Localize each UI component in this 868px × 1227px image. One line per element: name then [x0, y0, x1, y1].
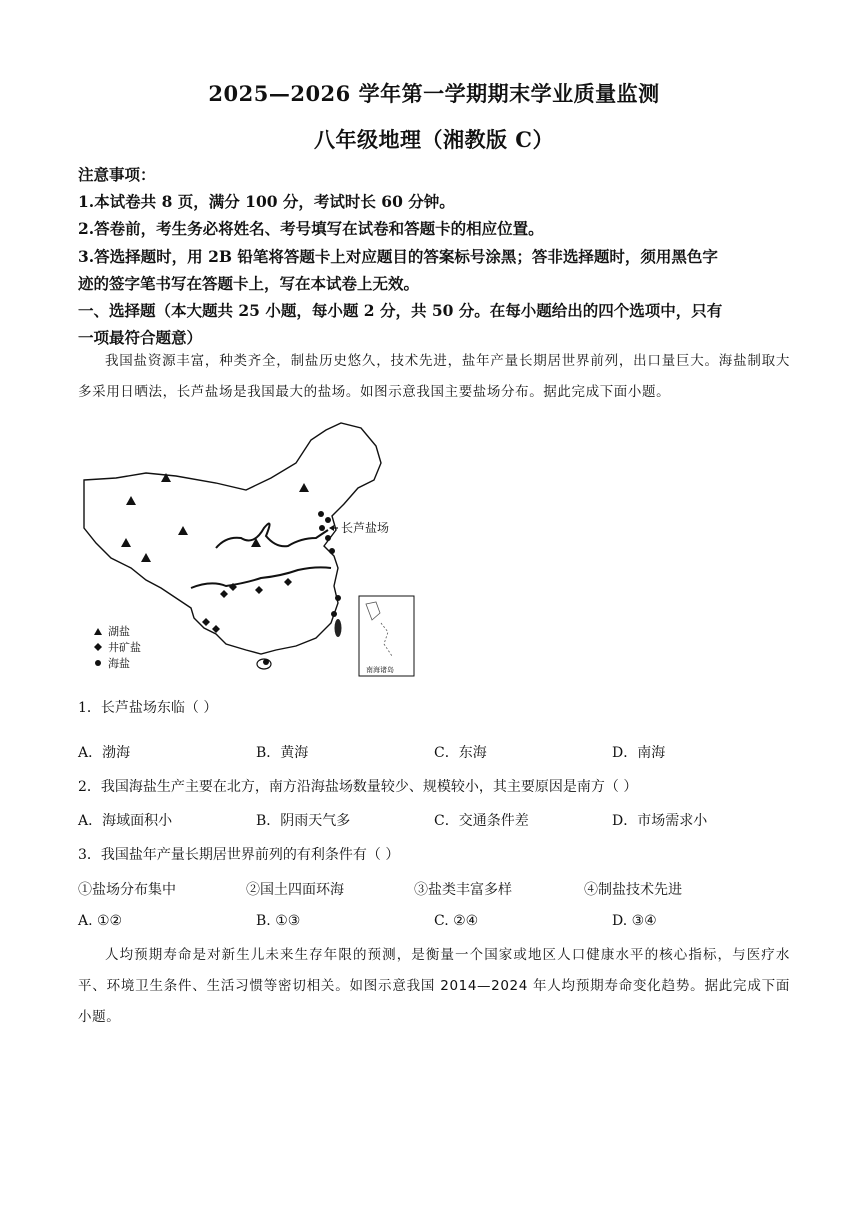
question-2: 2．我国海盐生产主要在北方，南方沿海盐场数量较少、规模较小，其主要原因是南方（ ）	[78, 779, 638, 795]
legend-lake-salt: 湖盐	[108, 625, 130, 638]
q3-statement-3: ③盐类丰富多样	[414, 882, 512, 898]
yellow-river	[216, 524, 328, 549]
q3-option-c[interactable]: C. ②④	[434, 913, 479, 929]
section-heading: 一、选择题（本大题共 25 小题，每小题 2 分，共 50 分。在每小题给出的四个选项中，只有	[78, 301, 723, 320]
section-heading-cont: 一项最符合题意）	[78, 328, 203, 347]
q2-option-c[interactable]: C．交通条件差	[434, 813, 529, 829]
question-1: 1．长芦盐场东临（ ）	[78, 700, 218, 716]
yangtze-river	[191, 567, 331, 588]
notice-item-1: 1.本试卷共 8 页，满分 100 分，考试时长 60 分钟。	[78, 192, 455, 211]
notice-heading: 注意事项：	[78, 165, 156, 184]
notice-item-3: 3.答选择题时，用 2B 铅笔将答题卡上对应题目的答案标号涂黑；答非选择题时，须用黑色字	[78, 247, 718, 266]
q3-statement-2: ②国土四面环海	[246, 882, 344, 898]
exam-subtitle: 八年级地理（湘教版 C）	[313, 127, 555, 152]
china-salt-map	[76, 418, 421, 680]
well-salt-markers	[202, 578, 292, 633]
q1-option-c[interactable]: C．东海	[434, 745, 487, 761]
q3-option-d[interactable]: D. ③④	[612, 913, 657, 929]
q2-option-d[interactable]: D．市场需求小	[612, 813, 708, 829]
sea-salt-markers	[263, 511, 341, 665]
lake-salt-markers	[121, 473, 309, 562]
q1-option-b[interactable]: B．黄海	[256, 745, 309, 761]
q3-statement-4: ④制盐技术先进	[584, 882, 682, 898]
notice-item-3-cont: 迹的签字笔书写在答题卡上，写在本试卷上无效。	[78, 274, 420, 293]
passage-salt: 我国盐资源丰富，种类齐全，制盐历史悠久，技术先进，盐年产量长期居世界前列，出口量巨大。海盐制取大多采用日晒法，长芦盐场是我国最大的盐场。如图示意我国主要盐场分布。据此完成下面小题。	[78, 353, 790, 400]
q1-option-d[interactable]: D．南海	[612, 745, 666, 761]
exam-title: 2025—2026 学年第一学期期末学业质量监测	[208, 81, 660, 106]
changlu-label: 长芦盐场	[341, 521, 390, 535]
q3-statement-1: ①盐场分布集中	[78, 882, 176, 898]
question-3: 3．我国盐年产量长期居世界前列的有利条件有（ ）	[78, 847, 400, 863]
q1-option-a[interactable]: A．渤海	[78, 745, 131, 761]
legend-sea-salt: 海盐	[108, 657, 130, 670]
q3-option-a[interactable]: A. ①②	[78, 913, 123, 929]
q2-option-b[interactable]: B．阴雨天气多	[256, 813, 351, 829]
taiwan-island	[335, 619, 342, 637]
notice-item-2: 2.答卷前，考生务必将姓名、考号填写在试卷和答题卡的相应位置。	[78, 219, 544, 238]
q3-option-b[interactable]: B. ①③	[256, 913, 301, 929]
q2-option-a[interactable]: A．海域面积小	[78, 813, 173, 829]
inset-label: 南海诸岛	[366, 666, 394, 674]
passage-life-expectancy: 人均预期寿命是对新生儿未来生存年限的预测，是衡量一个国家或地区人口健康水平的核心指标，与医疗水平、环境卫生条件、生活习惯等密切相关。如图示意我国 2014—2024 年人均预期寿命变化趋势。据此完成下面小题。	[78, 947, 790, 1025]
legend-well-salt: 井矿盐	[108, 641, 141, 654]
